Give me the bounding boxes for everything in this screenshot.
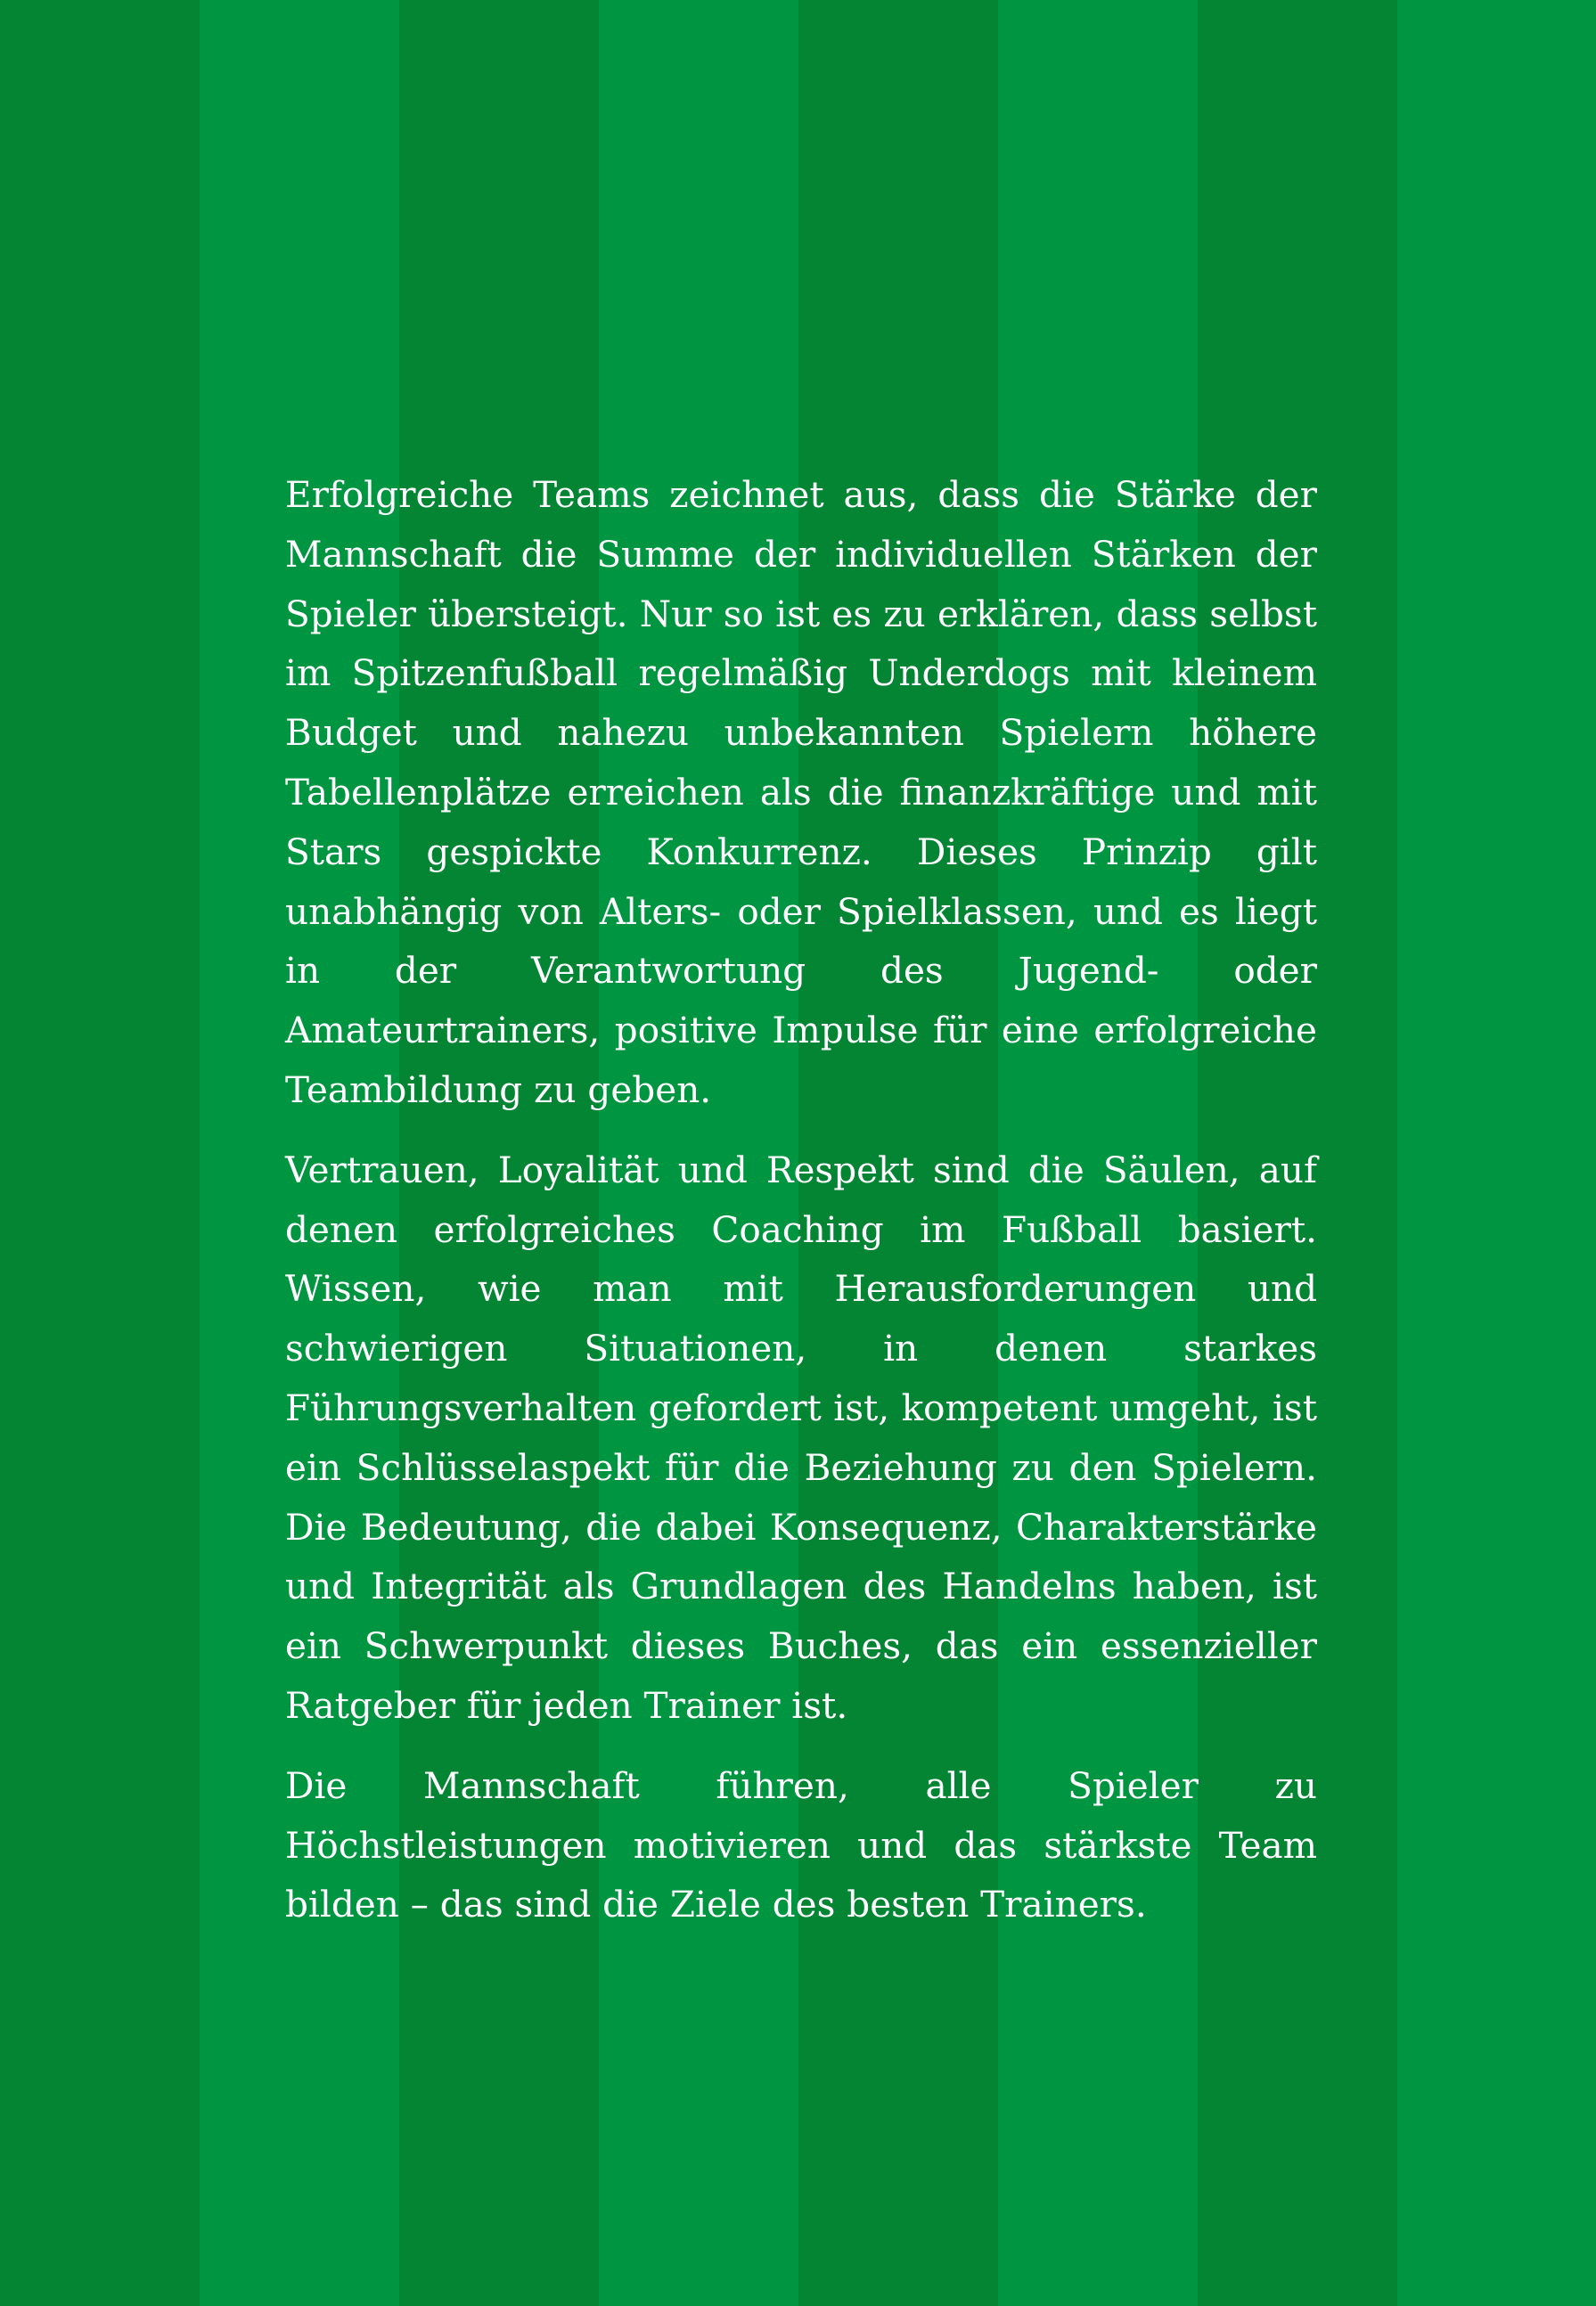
blurb-text xyxy=(285,465,1317,1955)
blurb-paragraph-2: Vertrauen, Loyalität und Respekt sind die Säulen, auf denen erfolgreiches Coaching im Fußball basiert. Wissen, wie man mit Herausforderungen und schwierigen Situationen, in denen starkes Führungsverhalten gefordert ist, kompetent umgeht, ist ein Schlüsselaspekt für die Beziehung zu den Spielern. Die Bedeutung, die dabei Konsequenz, Charakterstärke und Integrität als Grundlagen des Handelns haben, ist ein Schwerpunkt dieses Buches, das ein essenzieller Ratgeber für jeden Trainer ist. xyxy=(285,1148,1317,1727)
blurb-paragraph-1: Erfolgreiche Teams zeichnet aus, dass die Stärke der Mannschaft die Summe der individuellen Stärken der Spieler übersteigt. Nur so ist es zu erklären, dass selbst im Spitzenfußball regelmäßig Underdogs mit kleinem Budget und nahezu unbekannten Spielern höhere Tabellenplätze erreichen als die finanzkräftige und mit Stars gespickte Konkurrenz. Dieses Prinzip gilt unabhängig von Alters- oder Spielklassen, und es liegt in der Verantwortung des Jugend- oder Amateurtrainers, positive Impulse für eine erfolgreiche Teambildung zu geben. xyxy=(285,473,1317,1111)
blurb-paragraph-3: Die Mannschaft führen, alle Spieler zu Höchstleistungen motivieren und das stärkste Team bilden – das sind die Ziele des besten Trainers. xyxy=(285,1763,1317,1926)
